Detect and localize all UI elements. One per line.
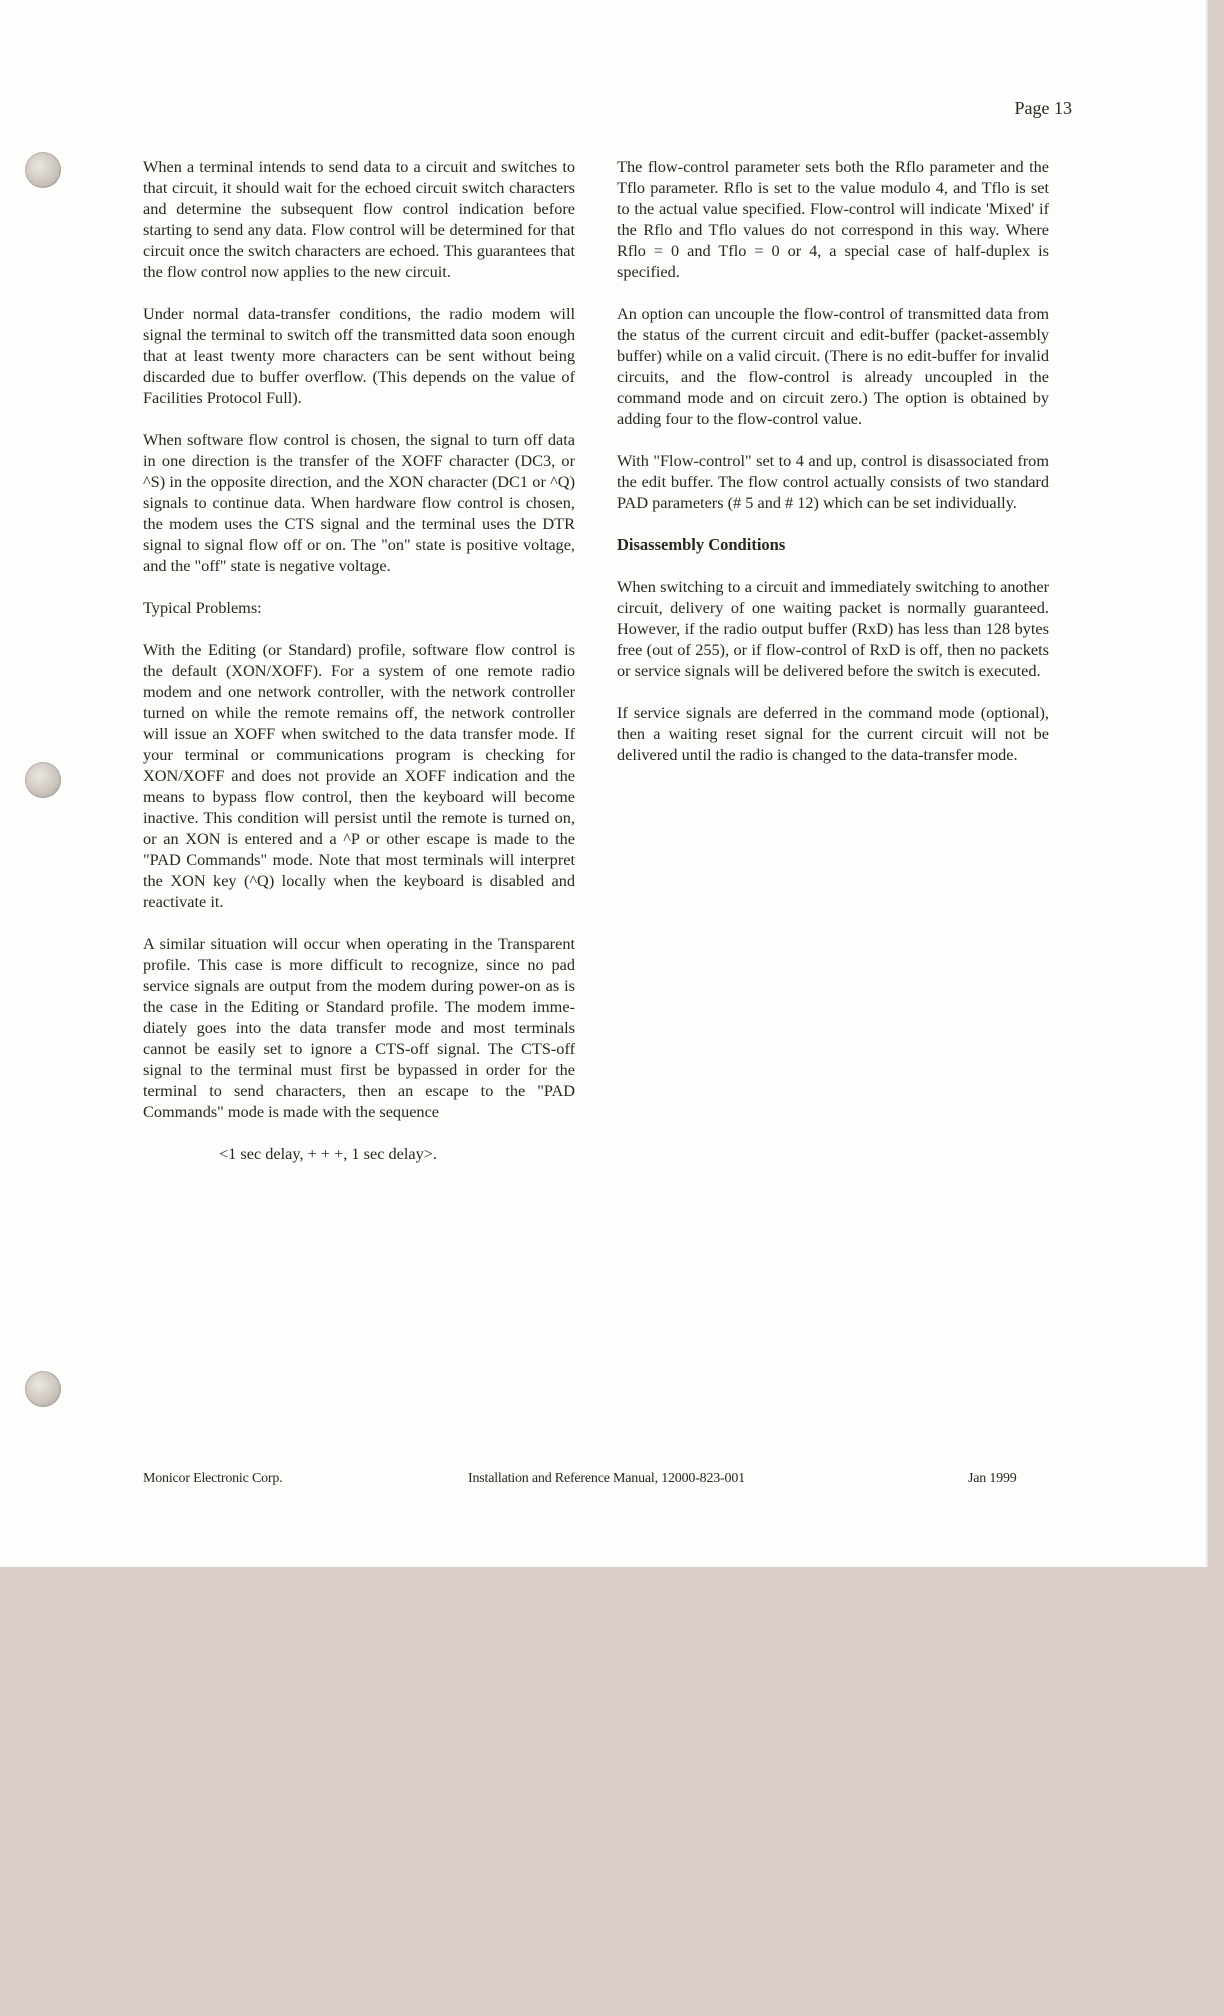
paragraph: Under normal data-transfer conditions, the radio modem will signal the terminal to switch off the transmitted data soon enough that at least twenty more characters can be sent without being discarded due to buffer overflow. (This depends on the value of Facilities Protocol Full). <box>143 304 575 407</box>
footer-manual-title: Installation and Reference Manual, 12000-823-001 <box>468 1471 745 1486</box>
punch-hole-bottom <box>25 1371 61 1407</box>
page-number: Page 13 <box>1014 98 1072 118</box>
paragraph: With the Editing (or Standard) profile, software flow control is the default (XON/XOFF). For a system of one remote radio modem and one network controller, with the network controller turned on while the remote remains off, the network controller will issue an XOFF when switched to the data transfer mode. If your terminal or communications program is checking for XON/XOFF and does not provide an XOFF indication and the means to bypass flow control, then the keyboard will become inactive. This condition will persist until the remote is turned on, or an XON is entered and a ^P or other escape is made to the "PAD Commands" mode. Note that most terminals will interpret the XON key (^Q) locally when the keyboard is disabled and reactivate it. <box>143 640 575 911</box>
section-heading: Disassembly Conditions <box>617 535 786 554</box>
paragraph: With "Flow-control" set to 4 and up, control is disassociated from the edit buffer. The flow control actually consists of two standard PAD parameters (# 5 and # 12) which can be set individually. <box>617 451 1049 512</box>
paragraph: The flow-control parameter sets both the Rflo parameter and the Tflo parameter. Rflo is set to the value modulo 4, and Tflo is set to the actual value specified. Flow-control will indicate 'Mixed' if the Rflo and Tflo values do not correspond in this way. Where Rflo = 0 and Tflo = 0 or 4, a special case of half-duplex is specified. <box>617 157 1049 281</box>
right-column <box>617 156 1049 786</box>
punch-hole-top <box>25 152 61 188</box>
escape-sequence: <1 sec delay, + + +, 1 sec delay>. <box>219 1144 437 1163</box>
footer-date: Jan 1999 <box>968 1471 1017 1486</box>
punch-hole-middle <box>25 762 61 798</box>
paragraph: When a terminal intends to send data to a circuit and switches to that circuit, it should wait for the echoed circuit switch characters and determine the subsequent flow control indication before starting to send any data. Flow control will be determined for that circuit once the switch characters are echoed. This guarantees that the flow control now applies to the new circuit. <box>143 157 575 281</box>
paragraph: When switching to a circuit and immediately switching to another circuit, delivery of one waiting packet is normally guaranteed. However, if the radio output buffer (RxD) has less than 128 bytes free (out of 255), or if flow-control of RxD is off, then no packets or service signals will be delivered before the switch is executed. <box>617 577 1049 680</box>
footer-company: Monicor Electronic Corp. <box>143 1471 283 1486</box>
paragraph: A similar situation will occur when operating in the Transparent profile. This case is more difficult to recognize, since no pad service signals are output from the modem during power-on as is the case in the Editing or Standard profile. The modem immediately goes into the data transfer mode and most terminals cannot be easily set to ignore a CTS-off signal. The CTS-off signal to the terminal must first be bypassed in order for the terminal to send characters, then an escape to the "PAD Commands" mode is made with the sequence <box>143 934 575 1121</box>
left-column <box>143 156 575 1185</box>
section-heading: Typical Problems: <box>143 598 262 617</box>
paragraph: When software flow control is chosen, the signal to turn off data in one direction is the transfer of the XOFF character (DC3, or ^S) in the opposite direction, and the XON character (DC1 or ^Q) signals to continue data. When hardware flow control is chosen, the modem uses the CTS signal and the terminal uses the DTR signal to signal flow off or on. The "on" state is positive voltage, and the "off" state is negative voltage. <box>143 430 575 575</box>
paragraph: If service signals are deferred in the command mode (optional), then a waiting reset signal for the current circuit will not be delivered until the radio is changed to the data-transfer mode. <box>617 703 1049 764</box>
paragraph: An option can uncouple the flow-control of transmitted data from the status of the current circuit and edit-buffer (packet-assembly buffer) while on a valid circuit. (There is no edit-buffer for invalid circuits, and the flow-control is already uncoupled in the command mode and on circuit zero.) The option is obtained by adding four to the flow-control value. <box>617 304 1049 428</box>
